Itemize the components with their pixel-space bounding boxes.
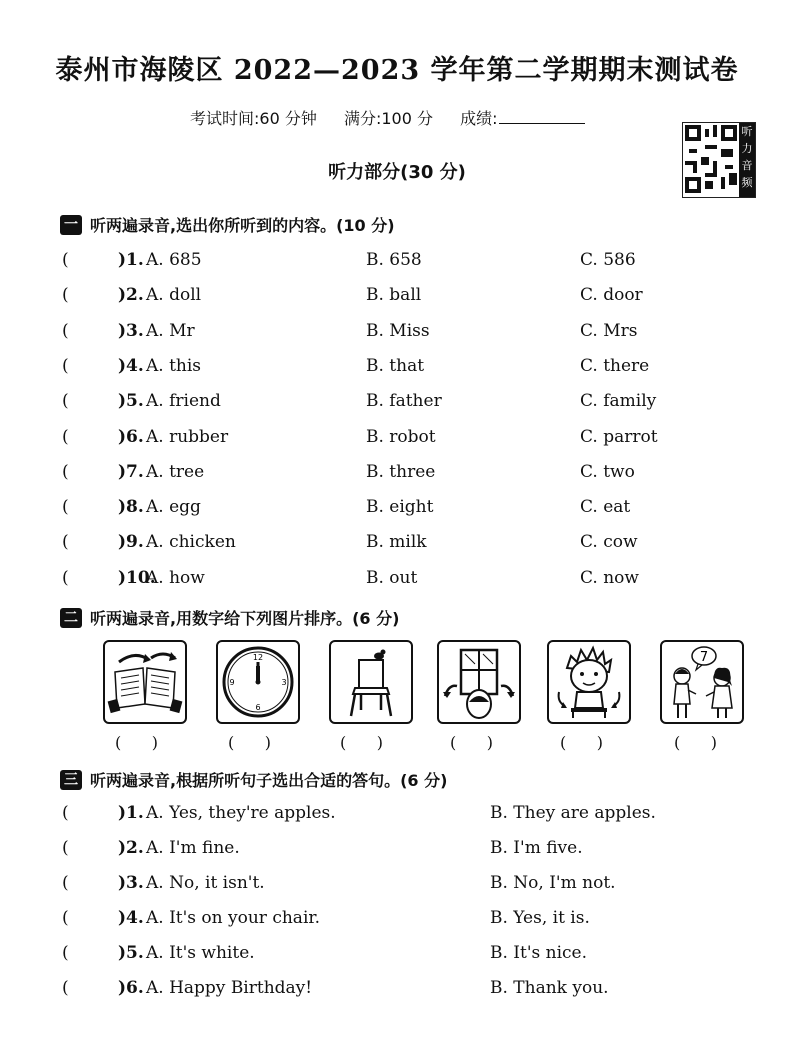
- option-a[interactable]: A. Mr: [146, 320, 195, 341]
- response-row: [60, 838, 760, 864]
- answer-paren-open[interactable]: (: [62, 803, 69, 823]
- option-b[interactable]: B. eight: [366, 497, 434, 518]
- option-c[interactable]: C. cow: [580, 532, 638, 553]
- section-3-heading: 三 听两遍录音,根据所听句子选出合适的答句。(6 分): [60, 768, 447, 791]
- chair-icon: [331, 642, 411, 722]
- clock-icon: [218, 642, 298, 722]
- question-number: )3.: [118, 320, 144, 341]
- section-3-number: 三: [60, 770, 82, 790]
- speech-bubble-number: 7: [699, 650, 709, 665]
- answer-paren-open[interactable]: (: [62, 391, 69, 412]
- question-number: )5.: [118, 943, 144, 963]
- grade-blank[interactable]: [499, 109, 585, 124]
- answer-paren-open[interactable]: (: [62, 497, 69, 518]
- question-number: )8.: [118, 497, 144, 518]
- question-row: [60, 250, 760, 276]
- answer-paren-open[interactable]: (: [62, 978, 69, 998]
- option-b[interactable]: B. robot: [366, 426, 436, 447]
- clock-number-9: 9: [229, 678, 235, 687]
- option-a[interactable]: A. egg: [146, 497, 201, 518]
- answer-blank-2[interactable]: ( ): [228, 733, 271, 752]
- option-c[interactable]: C. now: [580, 567, 639, 588]
- answer-paren-open[interactable]: (: [62, 532, 69, 553]
- option-b[interactable]: B. milk: [366, 532, 427, 553]
- question-row: [60, 532, 760, 558]
- answer-paren-open[interactable]: (: [62, 873, 69, 893]
- section-1-number: 一: [60, 215, 82, 235]
- option-b[interactable]: B. Thank you.: [490, 978, 609, 998]
- option-b[interactable]: B. No, I'm not.: [490, 873, 616, 893]
- option-b[interactable]: B. ball: [366, 285, 422, 306]
- option-b[interactable]: B. Yes, it is.: [490, 908, 590, 928]
- option-b[interactable]: B. father: [366, 391, 442, 412]
- option-a[interactable]: A. It's white.: [146, 943, 255, 963]
- clock-number-12: 12: [252, 653, 264, 662]
- option-c[interactable]: C. eat: [580, 497, 631, 518]
- picture-boy: [547, 640, 631, 724]
- option-a[interactable]: A. friend: [146, 391, 221, 412]
- question-number: )1.: [118, 250, 144, 270]
- question-number: )7.: [118, 461, 144, 482]
- answer-paren-open[interactable]: (: [62, 908, 69, 928]
- option-b[interactable]: B. Miss: [366, 320, 430, 341]
- option-a[interactable]: A. how: [146, 567, 205, 588]
- grade-label: 成绩:: [460, 109, 498, 128]
- exam-meta: [190, 106, 607, 129]
- question-row: [60, 285, 760, 311]
- two-children-talking-icon: [662, 642, 742, 722]
- exam-title: 泰州市海陵区 2022—2023 学年第二学期期末测试卷: [55, 55, 739, 86]
- picture-chair: [329, 640, 413, 724]
- option-a[interactable]: A. Yes, they're apples.: [146, 803, 336, 823]
- option-a[interactable]: A. doll: [146, 285, 202, 306]
- picture-open-book: [103, 640, 187, 724]
- question-number: )4.: [118, 355, 144, 376]
- section-2-number: 二: [60, 608, 82, 628]
- question-number: )6.: [118, 426, 144, 447]
- option-b[interactable]: B. three: [366, 461, 436, 482]
- exam-total-score: 满分:100 分: [343, 109, 433, 128]
- answer-paren-open[interactable]: (: [62, 320, 69, 341]
- answer-blank-5[interactable]: ( ): [560, 733, 603, 752]
- response-row: [60, 873, 760, 899]
- answer-blank-1[interactable]: ( ): [115, 733, 158, 752]
- boy-sitting-icon: [549, 642, 629, 722]
- picture-two-children: [660, 640, 744, 724]
- option-b[interactable]: B. They are apples.: [490, 803, 656, 823]
- answer-paren-open[interactable]: (: [62, 567, 69, 588]
- question-row: [60, 462, 760, 488]
- window-icon: [439, 642, 519, 722]
- response-row: [60, 943, 760, 969]
- section-2-heading: 二 听两遍录音,用数字给下列图片排序。(6 分): [60, 606, 399, 629]
- option-b[interactable]: B. 658: [366, 250, 422, 270]
- option-a[interactable]: A. this: [146, 355, 202, 376]
- answer-blank-6[interactable]: ( ): [674, 733, 717, 752]
- option-b[interactable]: B. I'm five.: [490, 838, 583, 858]
- option-b[interactable]: B. It's nice.: [490, 943, 588, 963]
- option-a[interactable]: A. 685: [146, 250, 202, 270]
- section-1-heading: 一 听两遍录音,选出你所听到的内容。(10 分): [60, 213, 395, 236]
- question-row: [60, 356, 760, 382]
- question-row: [60, 568, 760, 594]
- response-row: [60, 978, 760, 1004]
- clock-number-3: 3: [281, 678, 287, 687]
- option-b[interactable]: B. that: [366, 355, 425, 376]
- option-c[interactable]: C. two: [580, 461, 635, 482]
- question-number: )2.: [118, 285, 144, 306]
- question-number: )4.: [118, 908, 144, 928]
- question-number: )3.: [118, 873, 144, 893]
- option-a[interactable]: A. rubber: [146, 426, 229, 447]
- response-row: [60, 908, 760, 934]
- picture-clock: [216, 640, 300, 724]
- option-b[interactable]: B. out: [366, 567, 418, 588]
- question-number: )2.: [118, 838, 144, 858]
- option-a[interactable]: A. I'm fine.: [146, 838, 240, 858]
- option-a[interactable]: A. No, it isn't.: [146, 873, 265, 893]
- answer-paren-open[interactable]: (: [62, 355, 69, 376]
- question-number: )9.: [118, 532, 144, 553]
- question-number: )6.: [118, 978, 144, 998]
- option-c[interactable]: C. family: [580, 391, 657, 412]
- option-a[interactable]: A. It's on your chair.: [146, 908, 321, 928]
- answer-paren-open[interactable]: (: [62, 426, 69, 447]
- picture-window: [437, 640, 521, 724]
- option-a[interactable]: A. tree: [146, 461, 205, 482]
- listening-part-title: 听力部分(30 分): [328, 162, 466, 183]
- answer-paren-open[interactable]: (: [62, 943, 69, 963]
- option-c[interactable]: C. there: [580, 355, 650, 376]
- option-c[interactable]: C. 586: [580, 250, 636, 270]
- option-c[interactable]: C. parrot: [580, 426, 658, 447]
- exam-time: 考试时间:60 分钟: [190, 109, 317, 128]
- question-row: [60, 321, 760, 347]
- answer-paren-open[interactable]: (: [62, 461, 69, 482]
- option-c[interactable]: C. door: [580, 285, 643, 306]
- question-number: )1.: [118, 803, 144, 823]
- option-c[interactable]: C. Mrs: [580, 320, 638, 341]
- answer-blank-4[interactable]: ( ): [450, 733, 493, 752]
- option-a[interactable]: A. Happy Birthday!: [146, 978, 313, 998]
- question-row: [60, 497, 760, 523]
- question-number: )10.: [118, 567, 156, 588]
- option-a[interactable]: A. chicken: [146, 532, 236, 553]
- question-number: )5.: [118, 391, 144, 412]
- answer-paren-open[interactable]: (: [62, 285, 69, 306]
- answer-paren-open[interactable]: (: [62, 250, 69, 270]
- question-row: [60, 391, 760, 417]
- response-row: [60, 803, 760, 829]
- answer-blank-3[interactable]: ( ): [340, 733, 383, 752]
- qr-side-label: 听 力 音 频: [739, 123, 755, 197]
- open-book-icon: [105, 642, 185, 722]
- question-row: [60, 427, 760, 453]
- clock-number-6: 6: [255, 703, 261, 712]
- answer-paren-open[interactable]: (: [62, 838, 69, 858]
